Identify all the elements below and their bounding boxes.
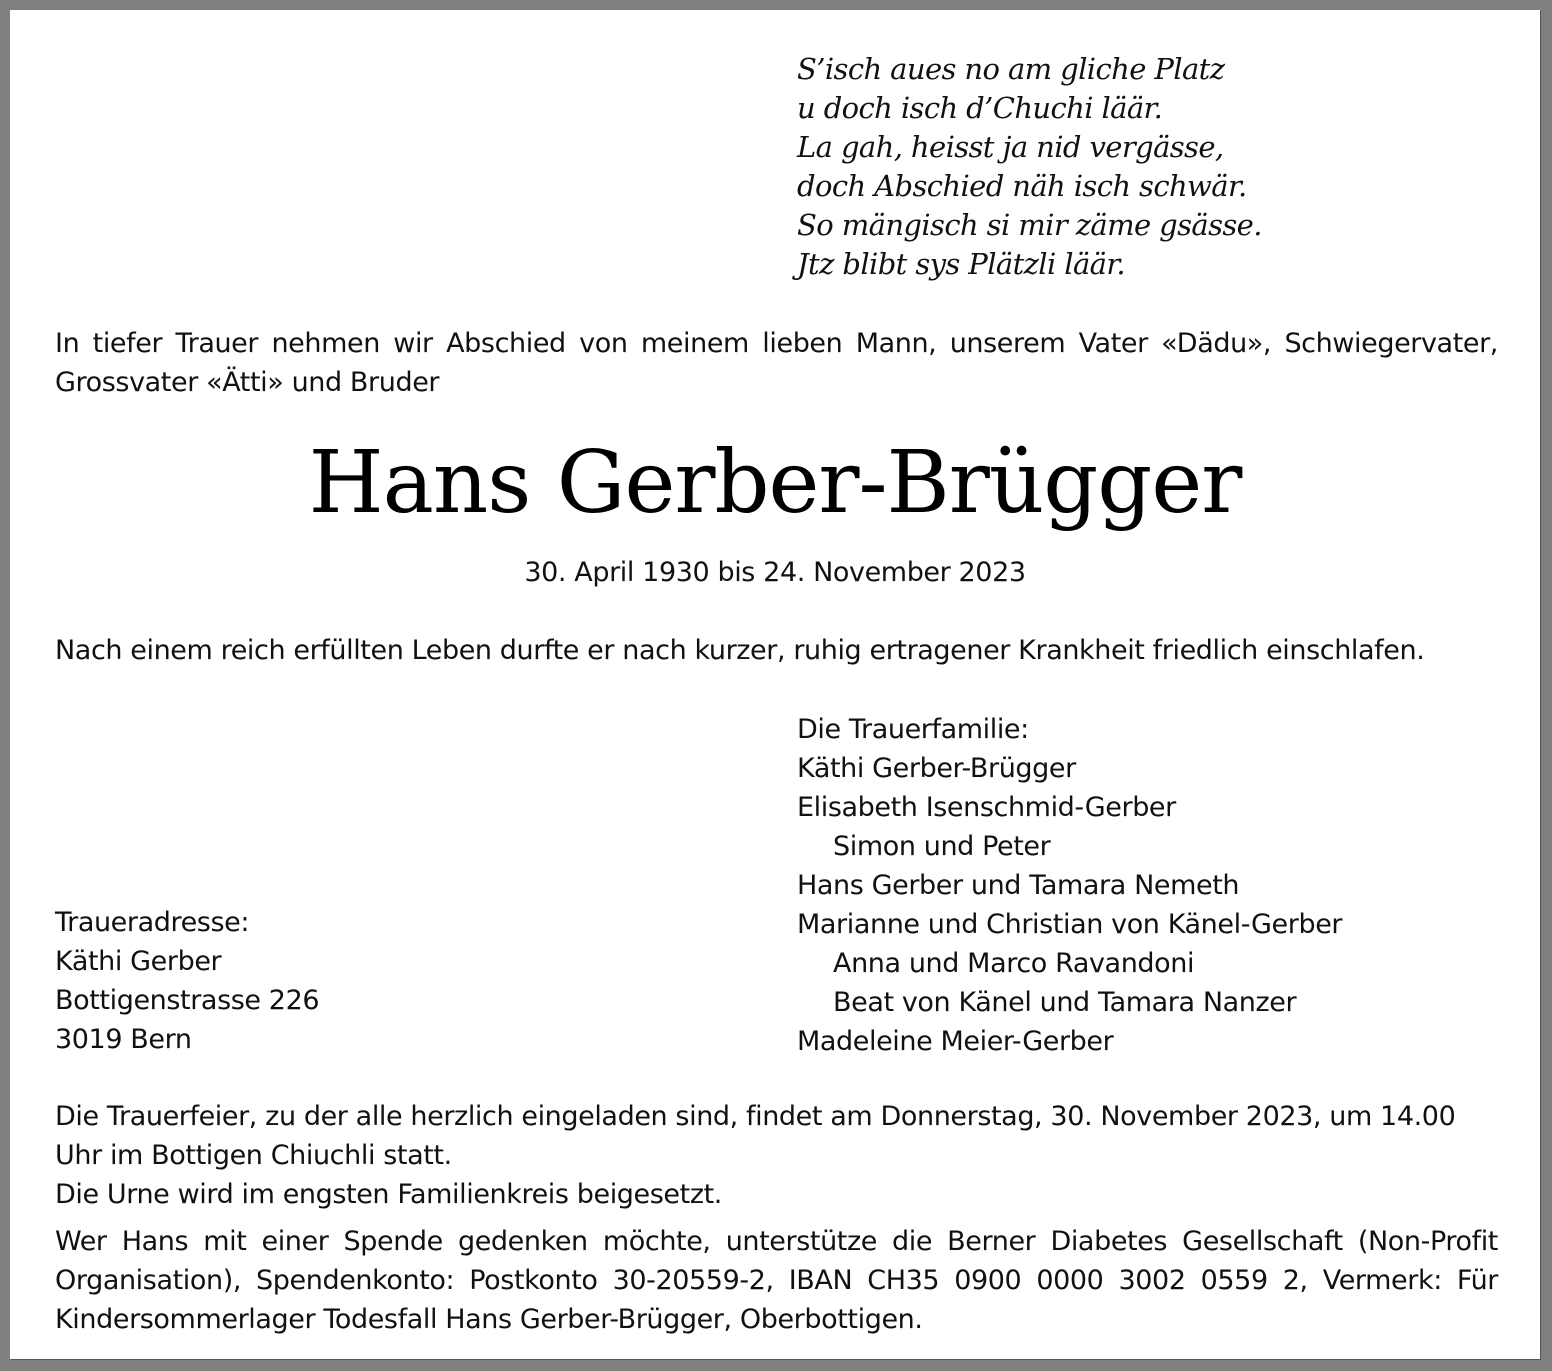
family-heading: Die Trauerfamilie: — [797, 714, 1029, 745]
family-member: Anna und Marco Ravandoni — [833, 948, 1195, 979]
ceremony-info — [55, 1097, 1498, 1214]
family-member: Marianne und Christian von Känel-Gerber — [797, 909, 1343, 940]
family-member: Hans Gerber und Tamara Nemeth — [797, 870, 1240, 901]
obituary-notice — [10, 10, 1540, 1359]
family-member: Madeleine Meier-Gerber — [797, 1026, 1114, 1057]
address-heading: Traueradresse: — [55, 907, 250, 938]
poem-line: So mängisch si mir zäme gsässe. — [797, 208, 1262, 242]
ceremony-text: Die Trauerfeier, zu der alle herzlich eingeladen sind, findet am Donnerstag, 30. November 2023, um 14.00 Uhr im Bottigen Chiuchli statt. — [55, 1101, 1456, 1171]
mourning-address — [55, 903, 319, 1059]
burial-text: Die Urne wird im engsten Familienkreis beigesetzt. — [55, 1179, 722, 1210]
donation-text: Wer Hans mit einer Spende gedenken möchte, unterstütze die Berner Diabetes Gesellschaft (Non-Profit Organisation), Spendenkonto: Postkonto 30-20559-2, IBAN CH35 0900 0000 3002 0559 2, Vermerk: Für Kindersommerlager Todesfall Hans Gerber-Brügger, Oberbottigen. — [55, 1226, 1498, 1335]
poem-line: La gah, heisst ja nid vergässe, — [797, 130, 1224, 164]
life-dates: 30. April 1930 bis 24. November 2023 — [524, 557, 1026, 588]
poem — [797, 50, 1262, 284]
address-city: 3019 Bern — [55, 1024, 192, 1055]
poem-line: Jtz blibt sys Plätzli läär. — [797, 247, 1126, 281]
family-member: Simon und Peter — [833, 831, 1051, 862]
family-member: Beat von Känel und Tamara Nanzer — [833, 987, 1297, 1018]
family-list — [797, 710, 1342, 1061]
poem-line: doch Abschied näh isch schwär. — [797, 169, 1247, 203]
family-member: Elisabeth Isenschmid-Gerber — [797, 792, 1176, 823]
family-member: Käthi Gerber-Brügger — [797, 753, 1076, 784]
poem-line: S’isch aues no am gliche Platz — [797, 52, 1225, 86]
address-name: Käthi Gerber — [55, 946, 222, 977]
deceased-name: Hans Gerber-Brügger — [308, 433, 1242, 533]
address-street: Bottigenstrasse 226 — [55, 985, 320, 1016]
passing-text: Nach einem reich erfüllten Leben durfte er nach kurzer, ruhig ertragener Krankheit friedlich einschlafen. — [55, 635, 1425, 666]
poem-line: u doch isch d’Chuchi läär. — [797, 91, 1163, 125]
intro-text: In tiefer Trauer nehmen wir Abschied von meinem lieben Mann, unserem Vater «Dädu», Schwiegervater, Grossvater «Ätti» und Bruder — [55, 328, 1498, 398]
